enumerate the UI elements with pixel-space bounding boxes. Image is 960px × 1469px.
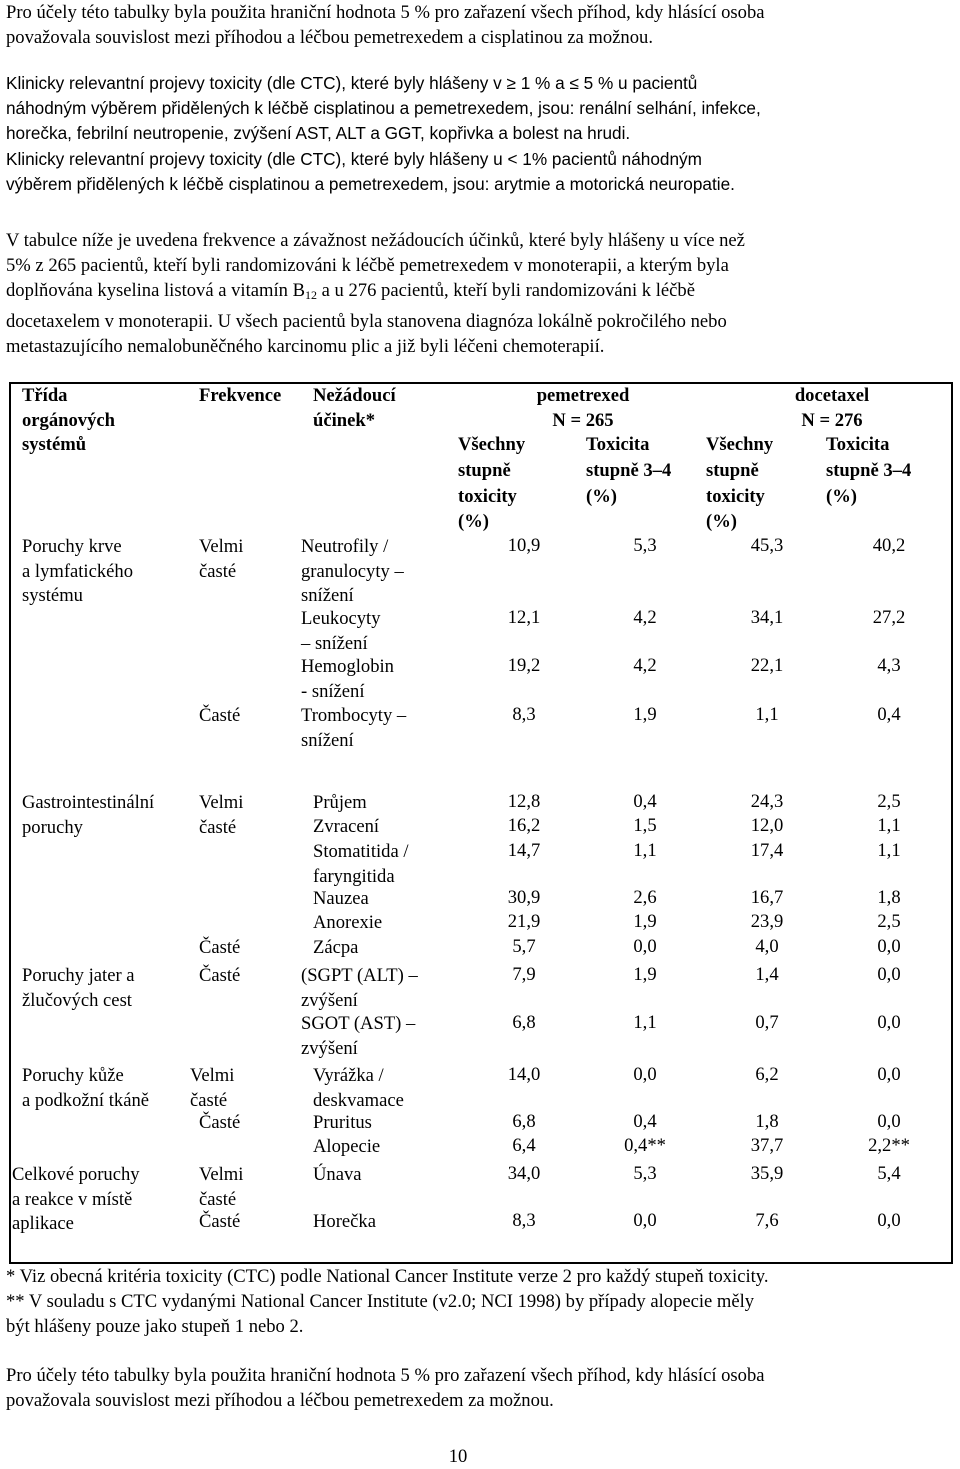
organ-line: Poruchy jater a <box>22 965 135 986</box>
organ-general <box>12 1163 140 1237</box>
table-row-effect: Horečka <box>313 1211 376 1232</box>
organ-gi <box>22 791 154 840</box>
value-pem-all: 6,4 <box>512 1135 536 1156</box>
value-doc-all: 1,1 <box>755 704 779 725</box>
page-number: 10 <box>448 1446 468 1467</box>
table-row-effect <box>313 840 409 889</box>
value-pem-all: 34,0 <box>507 1163 541 1184</box>
effect-line: Neutrofily / <box>301 536 389 557</box>
table-border-right <box>951 382 953 1264</box>
table-row-effect <box>301 704 406 753</box>
table-row-effect: Anorexie <box>313 912 383 933</box>
text-line: výběrem přidělených k léčbě cisplatinou a pemetrexedem, jsou: arytmie a motorická neuropatie. <box>6 173 735 194</box>
text-line: Klinicky relevantní projevy toxicity (dle CTC), které byly hlášeny v ≥ 1 % a ≤ 5 % u pacientů <box>6 73 698 93</box>
header-line: Nežádoucí <box>313 385 396 406</box>
text-line: náhodným výběrem přidělených k léčbě cisplatinou a pemetrexedem, jsou: renální selhání, infekce, <box>6 98 761 119</box>
freq-common: Časté <box>199 705 241 726</box>
table-row-effect <box>301 535 404 609</box>
freq-line: Velmi <box>199 1164 244 1185</box>
text-line: metastazujícího nemalobuněčného karcinomu plic a již byli léčeni chemoterapií. <box>6 335 605 357</box>
freq-line: časté <box>199 816 237 838</box>
text-line: Pro účely této tabulky byla použita hraniční hodnota 5 % pro zařazení všech příhod, kdy hlásící osoba <box>6 2 765 23</box>
freq-common: Časté <box>199 965 241 986</box>
value-pem-all: 5,7 <box>512 936 536 957</box>
footnotes <box>6 1264 954 1340</box>
value-pem-g34: 1,9 <box>633 964 657 985</box>
value-pem-g34: 1,1 <box>633 840 657 861</box>
freq-common: Časté <box>199 1211 241 1232</box>
header-line: orgánových <box>22 409 115 431</box>
value-pem-g34: 0,4 <box>633 791 657 812</box>
value-doc-g34: 2,2** <box>868 1135 910 1156</box>
value-pem-all: 12,1 <box>507 607 541 628</box>
text-line: horečka, febrilní neutropenie, zvýšení AST, ALT a GGT, kopřivka a bolest na hrudi. <box>6 123 631 144</box>
header-doc-all-grades <box>706 432 773 535</box>
value-doc-all: 4,0 <box>755 936 779 957</box>
text-line: Klinicky relevantní projevy toxicity (dle CTC), které byly hlášeny u < 1% pacientů náhodným <box>6 148 702 169</box>
header-pem-grade34 <box>586 432 671 509</box>
effect-line: Trombocyty – <box>301 705 407 726</box>
value-pem-all: 14,7 <box>507 840 541 861</box>
header-line: stupně <box>706 459 759 481</box>
value-doc-g34: 1,1 <box>877 840 901 861</box>
organ-line: a reakce v místě <box>12 1188 133 1210</box>
header-adverse-effect <box>313 384 396 433</box>
value-pem-g34: 0,4 <box>633 1111 657 1132</box>
header-line: Toxicita <box>826 434 890 455</box>
organ-line: žlučových cest <box>22 989 132 1011</box>
value-doc-all: 24,3 <box>750 791 784 812</box>
subscript: 12 <box>305 288 317 303</box>
effect-line: SGOT (AST) – <box>301 1013 416 1034</box>
table-row-effect <box>301 607 381 656</box>
freq-line: časté <box>199 560 237 582</box>
organ-line: systému <box>22 585 83 606</box>
header-line: (%) <box>458 511 489 533</box>
value-pem-g34: 5,3 <box>633 535 657 556</box>
organ-line: poruchy <box>22 816 83 838</box>
organ-line: Poruchy kůže <box>22 1065 124 1086</box>
header-line: toxicity <box>458 485 517 507</box>
footnote: ** V souladu s CTC vydanými National Cancer Institute (v2.0; NCI 1998) by případy alopecie měly <box>6 1291 755 1313</box>
value-doc-all: 37,7 <box>750 1135 784 1156</box>
header-pemetrexed <box>458 384 708 433</box>
text-line: Pro účely této tabulky byla použita hraniční hodnota 5 % pro zařazení všech příhod, kdy hlásící osoba <box>6 1365 765 1386</box>
value-doc-g34: 2,5 <box>877 911 901 932</box>
value-doc-all: 23,9 <box>750 911 784 932</box>
organ-liver <box>22 964 135 1013</box>
header-line: toxicity <box>706 485 765 507</box>
effect-line: – snížení <box>301 632 368 654</box>
value-pem-all: 19,2 <box>507 655 541 676</box>
value-pem-all: 21,9 <box>507 911 541 932</box>
value-doc-all: 16,7 <box>750 887 784 908</box>
header-line: Toxicita <box>586 434 650 455</box>
footnote: být hlášeny pouze jako stupeň 1 nebo 2. <box>6 1316 304 1338</box>
value-doc-all: 7,6 <box>755 1210 779 1231</box>
organ-line: a podkožní tkáně <box>22 1089 150 1111</box>
value-pem-all: 14,0 <box>507 1064 541 1085</box>
text-line: V tabulce níže je uvedena frekvence a závažnost nežádoucích účinků, které byly hlášeny u více než <box>6 230 745 251</box>
freq-line: časté <box>199 1188 237 1210</box>
value-pem-all: 8,3 <box>512 704 536 725</box>
organ-line: Celkové poruchy <box>12 1164 140 1185</box>
value-pem-all: 10,9 <box>507 535 541 556</box>
organ-line: Poruchy krve <box>22 536 122 557</box>
header-doc-grade34 <box>826 432 911 509</box>
value-pem-all: 30,9 <box>507 887 541 908</box>
header-line: (%) <box>826 485 857 507</box>
value-pem-g34: 0,0 <box>633 1210 657 1231</box>
table-row-effect: Průjem <box>313 792 367 813</box>
table-row-effect <box>301 1012 415 1061</box>
value-pem-all: 12,8 <box>507 791 541 812</box>
value-doc-g34: 1,1 <box>877 815 901 836</box>
value-doc-all: 34,1 <box>750 607 784 628</box>
effect-line: zvýšení <box>301 1037 358 1059</box>
freq-very-common <box>199 1163 243 1212</box>
header-line: Všechny <box>706 434 774 455</box>
effect-line: Leukocyty <box>301 608 381 629</box>
footnote: * Viz obecná kritéria toxicity (CTC) podle National Cancer Institute verze 2 pro každý stupeň toxicity. <box>6 1266 769 1287</box>
value-doc-g34: 4,3 <box>877 655 901 676</box>
freq-very-common <box>190 1064 234 1113</box>
header-line: stupně 3–4 <box>826 459 912 481</box>
effect-line: granulocyty – <box>301 560 404 582</box>
header-line: pemetrexed <box>536 385 630 406</box>
value-pem-g34: 1,9 <box>633 704 657 725</box>
value-pem-g34: 1,1 <box>633 1012 657 1033</box>
value-pem-g34: 0,0 <box>633 936 657 957</box>
header-line: Všechny <box>458 434 526 455</box>
table-row-effect: Zvracení <box>313 816 380 837</box>
text-line: považovala souvislost mezi příhodou a léčbou pemetrexedem a cisplatinou za možnou. <box>6 27 653 49</box>
effect-line: - snížení <box>301 680 365 702</box>
text-segment: a u 276 pacientů, kteří byli randomizováni k léčbě <box>317 280 695 302</box>
value-pem-g34: 1,5 <box>633 815 657 836</box>
text-line: 5% z 265 pacientů, kteří byli randomizováni k léčbě pemetrexedem v monoterapii, a kterým byla <box>6 255 729 277</box>
header-line: docetaxel <box>794 385 870 406</box>
header-docetaxel <box>706 384 958 433</box>
header-line: N = 265 <box>552 409 614 431</box>
freq-very-common <box>199 791 243 840</box>
value-doc-all: 22,1 <box>750 655 784 676</box>
text-line: považovala souvislost mezi příhodou a léčbou pemetrexedem za možnou. <box>6 1390 554 1412</box>
header-pem-all-grades <box>458 432 525 535</box>
value-doc-g34: 0,0 <box>877 1012 901 1033</box>
table-row-effect: Pruritus <box>313 1112 372 1133</box>
value-doc-g34: 1,8 <box>877 887 901 908</box>
value-pem-all: 6,8 <box>512 1111 536 1132</box>
freq-very-common <box>199 535 243 584</box>
table-row-effect <box>301 655 394 704</box>
organ-line: a lymfatického <box>22 560 133 582</box>
value-pem-g34: 4,2 <box>633 607 657 628</box>
header-line: stupně 3–4 <box>586 459 672 481</box>
value-doc-all: 1,4 <box>755 964 779 985</box>
table-border-left <box>9 382 11 1264</box>
effect-line: faryngitida <box>313 865 395 887</box>
header-line: (%) <box>706 511 737 533</box>
header-line: stupně <box>458 459 511 481</box>
text-segment: doplňována kyselina listová a vitamín B <box>6 280 305 302</box>
value-doc-g34: 0,4 <box>877 704 901 725</box>
value-doc-g34: 0,0 <box>877 964 901 985</box>
toxicity-paragraph <box>6 71 954 197</box>
table-row-effect: Alopecie <box>313 1136 381 1157</box>
effect-line: Stomatitida / <box>313 841 409 862</box>
closing-paragraph <box>6 1363 954 1413</box>
value-doc-g34: 0,0 <box>877 1210 901 1231</box>
effect-line: (SGPT (ALT) – <box>301 965 418 986</box>
effect-line: deskvamace <box>313 1089 404 1111</box>
value-pem-g34: 4,2 <box>633 655 657 676</box>
organ-blood <box>22 535 133 609</box>
text-line: docetaxelem v monoterapii. U všech pacientů byla stanovena diagnóza lokálně pokročilého nebo <box>6 310 727 332</box>
value-doc-g34: 0,0 <box>877 1111 901 1132</box>
value-doc-all: 17,4 <box>750 840 784 861</box>
freq-line: časté <box>190 1089 228 1111</box>
value-doc-g34: 5,4 <box>877 1163 901 1184</box>
effect-line: zvýšení <box>301 989 358 1011</box>
freq-common: Časté <box>199 937 241 958</box>
table-row-effect <box>301 964 418 1013</box>
value-doc-g34: 0,0 <box>877 936 901 957</box>
header-line: (%) <box>586 485 617 507</box>
text-line <box>6 278 954 308</box>
value-doc-g34: 0,0 <box>877 1064 901 1085</box>
table-row-effect: Nauzea <box>313 888 369 909</box>
effect-line: Hemoglobin <box>301 656 394 677</box>
value-doc-all: 12,0 <box>750 815 784 836</box>
organ-skin <box>22 1064 149 1113</box>
intro-paragraph <box>6 0 954 50</box>
freq-line: Velmi <box>190 1065 235 1086</box>
value-pem-g34: 0,4** <box>624 1135 666 1156</box>
value-doc-all: 0,7 <box>755 1012 779 1033</box>
header-line: Třída <box>22 385 68 406</box>
value-doc-all: 6,2 <box>755 1064 779 1085</box>
header-organ-class <box>22 384 115 458</box>
header-line: N = 276 <box>801 409 863 431</box>
value-doc-g34: 27,2 <box>872 607 906 628</box>
organ-line: Gastrointestinální <box>22 792 155 813</box>
table-row-effect <box>313 1064 404 1113</box>
value-pem-all: 6,8 <box>512 1012 536 1033</box>
header-line: systémů <box>22 434 87 455</box>
value-pem-g34: 0,0 <box>633 1064 657 1085</box>
table-row-effect: Zácpa <box>313 937 359 958</box>
table-intro-paragraph <box>6 228 954 359</box>
effect-line: snížení <box>301 729 354 751</box>
organ-line: aplikace <box>12 1213 74 1234</box>
value-pem-g34: 2,6 <box>633 887 657 908</box>
value-pem-all: 7,9 <box>512 964 536 985</box>
value-doc-all: 45,3 <box>750 535 784 556</box>
value-pem-g34: 1,9 <box>633 911 657 932</box>
value-pem-g34: 5,3 <box>633 1163 657 1184</box>
freq-line: Velmi <box>199 792 244 813</box>
header-line: účinek* <box>313 409 375 431</box>
header-frequency: Frekvence <box>199 385 282 406</box>
freq-line: Velmi <box>199 536 244 557</box>
value-pem-all: 8,3 <box>512 1210 536 1231</box>
effect-line: Vyrážka / <box>313 1065 384 1086</box>
value-doc-all: 1,8 <box>755 1111 779 1132</box>
value-doc-all: 35,9 <box>750 1163 784 1184</box>
freq-common: Časté <box>199 1112 241 1133</box>
value-doc-g34: 2,5 <box>877 791 901 812</box>
value-doc-g34: 40,2 <box>872 535 906 556</box>
effect-line: snížení <box>301 585 354 606</box>
value-pem-all: 16,2 <box>507 815 541 836</box>
table-row-effect: Únava <box>313 1164 362 1185</box>
